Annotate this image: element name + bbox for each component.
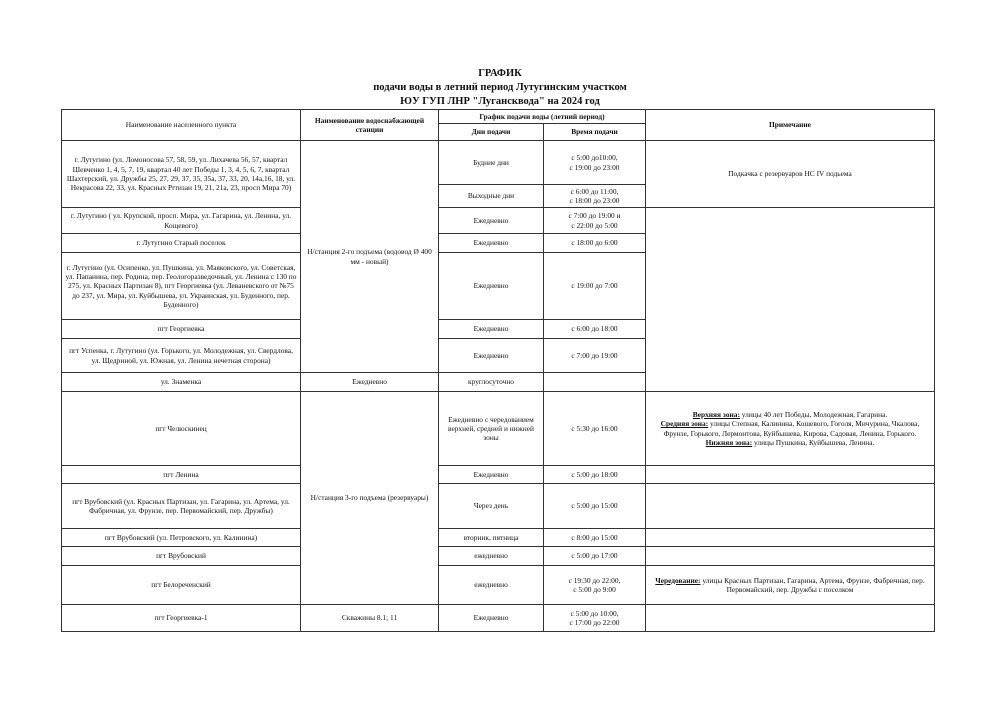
header-settlement: Наименование населенного пункта [62,110,301,141]
time-line: с 19:30 до 22:00, [568,575,621,585]
settlement-cell: пгт Ленина [62,466,301,484]
days-cell: ежедневно [439,547,544,566]
upper-zone-text: улицы 40 лет Победы, Молодежная, Гагарина. [739,409,888,419]
table-header-row [62,110,935,124]
time-cell: с 18:00 до 6:00 [544,234,646,253]
days-cell: Ежедневно [439,339,544,373]
table-row [62,566,935,605]
table-row [62,141,935,185]
header-station: Наименование водоснабжающей станции [301,110,439,141]
document-subtitle: подачи воды в летний период Лутугинским участком [373,82,627,93]
header-schedule: График подачи воды (летний период) [439,110,646,124]
time-cell: с 5:00 до 18:00 [544,466,646,484]
time-cell: с 8:00 до 15:00 [544,529,646,547]
note-cell-empty [646,547,935,566]
upper-zone-label: Верхняя зона: [692,409,740,419]
note-cell-empty [646,605,935,632]
time-cell: с 7:00 до 19:00 [544,339,646,373]
table-row [62,605,935,632]
time-cell [544,185,646,208]
table-row [62,529,935,547]
days-cell: Ежедневно [439,605,544,632]
days-cell: Ежедневно [439,208,544,234]
time-cell: с 19:00 до 7:00 [544,253,646,320]
time-cell: с 5:30 до 16:00 [544,392,646,466]
settlement-cell: пгт Белореченский [62,566,301,605]
time-cell: с 6:00 до 18:00 [544,320,646,339]
station-cell: Н/станция 2-го подъема (водовод Ø 400 мм - новый) [301,141,439,373]
settlement-cell: пгт Георгиевка [62,320,301,339]
days-cell: ежедневно [439,566,544,605]
header-note: Примечание [646,110,935,141]
days-cell: Через день [439,484,544,529]
time-cell [544,141,646,185]
note-cell-empty [646,484,935,529]
time-line: с 18:00 до 23:00 [569,196,620,205]
days-cell: Ежедневно [439,320,544,339]
days-cell: Ежедневно [439,466,544,484]
time-line: с 5:00 до10:00, [571,153,618,163]
settlement-cell: пгт Георгиевка-1 [62,605,301,632]
days-cell: Ежедневно [439,234,544,253]
time-line: с 22:00 до 5:00 [571,220,618,230]
days-cell: Ежедневно с чередованием верхней, средней и нижней зоны [439,392,544,466]
time-line: с 17:00 до 22:00 [569,618,620,627]
time-line: с 7:00 до 19:00 и [568,211,621,221]
water-schedule-table [61,109,935,632]
settlement-cell: г. Лутугино ( ул. Крупской, просп. Мира, ул. Гагарина, ул. Ленина, ул. Кощевого) [62,208,301,234]
settlement-cell: г. Лутугино (ул. Ломоносова 57, 58, 59, ул. Лихачева 56, 57, квартал Шевченко 1, 4, 5, 7, 19, квартал 40 лет Победы 1, 3, 4, 5, 6, 7, квартал Шахтерский, ул. Дружбы 25, 27, 29, 37, 35, 35а, 37, 33, 20, 14а,16, 18, ул. Некрасова 22, 33, ул. Красных Prтизан 19, 21, 21а, 23, просп Мира 70) [62,141,301,208]
settlement-cell: пгт Врубовский [62,547,301,566]
settlement-cell: пгт Врубовский (ул. Красных Партизан, ул. Гагарина, ул. Артема, ул. Фабричная, ул. Фрунзе, пер. Первомайский, пер. Дружбы) [62,484,301,529]
note-cell-empty [646,208,935,392]
settlement-cell: пгт Врубовский (ул. Петровского, ул. Калинина) [62,529,301,547]
note-cell: Подкачка с резервуаров НС IV подьема [646,141,935,208]
time-cell: с 5:00 до 17:00 [544,547,646,566]
time-line: с 5:00 до 10:00, [570,608,619,618]
zones-note-cell [646,392,935,466]
settlement-cell: пгт Успенка, г. Лутугино (ул. Горького, ул. Молодежная, ул. Свердлова, ул. Щедриной, ул. Южная, ул. Ленина нечетная сторона) [62,339,301,373]
days-cell: Ежедневно [439,253,544,320]
alternation-note-cell [646,566,935,605]
time-cell [544,208,646,234]
time-line: с 5:00 до 9:00 [573,585,616,594]
alternation-text: улицы Красных Партизан, Гагарина, Артема, Фрунзе, Фабричная, пер. Первомайский, пер. Дружбы с поселком [700,575,925,594]
days-cell: Ежедневно [301,373,439,392]
document-subtitle-org: ЮУ ГУП ЛНР "Лугансквода" на 2024 год [400,96,600,107]
alternation-label: Чередование: [655,575,701,585]
days-cell: вторник, пятница [439,529,544,547]
note-cell-empty [646,529,935,547]
days-cell: Выходные дни [439,185,544,208]
table-row [62,208,935,234]
note-cell-empty [646,466,935,484]
settlement-cell: г. Лутугино (ул. Осипенко, ул. Пушкина, ул. Маяковского, ул. Советская, ул. Папанина, пер. Родина, пер. Геологоразведочный, ул. Ленина с 130 по 275, ул. Красных Партизан 8), пгт Георгиевка (ул. Леваневского от №75 до 237, ул. Мира, ул. Куйбышева, ул. Украинская, ул. Буденного, пер. Буденного) [62,253,301,320]
document-title: ГРАФИК [478,68,522,79]
lower-zone-text: улицы Пушкина, Куйбышева, Ленина. [752,437,875,447]
middle-zone-text: улицы Степная, Калинина, Кошевого, Гоголя, Мичурина, Чкалова, Фрунзе, Горького, Лермонтова, Куйбышева, Кирова, Садовая, Ленина, Горького. [663,419,920,438]
middle-zone-label: Средняя зона: [660,419,709,429]
time-line: с 6:00 до 11:00, [570,186,619,196]
time-cell [544,566,646,605]
lower-zone-label: Нижняя зона: [705,437,753,447]
table-row [62,547,935,566]
station-cell: Скважины 8.1; 11 [301,605,439,632]
time-line: с 19:00 до 23:00 [569,162,620,172]
settlement-cell: ул. Знаменка [62,373,301,392]
table-row [62,392,935,466]
station-cell: Н/станция 3-го подъема (резервуары) [301,392,439,605]
settlement-cell: г. Лутугино Старый поселок [62,234,301,253]
header-time: Время подачи [544,124,646,141]
time-cell: круглосуточно [439,373,544,392]
table-row [62,466,935,484]
days-cell: Будние дни [439,141,544,185]
time-cell: с 5:00 до 15:00 [544,484,646,529]
settlement-cell: пгт Челюскинец [62,392,301,466]
table-row [62,484,935,529]
time-cell [544,605,646,632]
header-days: Дни подачи [439,124,544,141]
